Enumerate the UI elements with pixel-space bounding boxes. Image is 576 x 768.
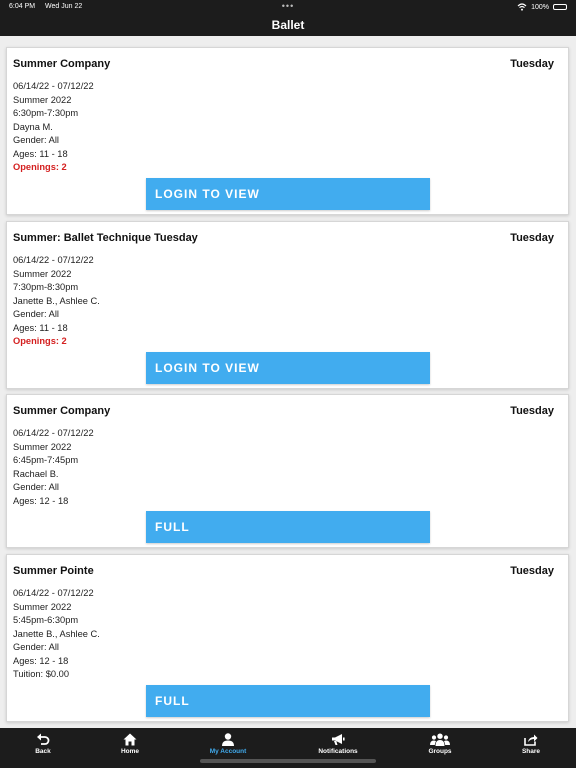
class-session: Summer 2022 [13,268,72,279]
class-ages: Ages: 12 - 18 [13,655,69,666]
share-icon [524,733,538,746]
class-instructor: Dayna M. [13,121,53,132]
class-time: 5:45pm-6:30pm [13,615,79,625]
class-ages: Ages: 11 - 18 [13,322,68,333]
class-day: Tuesday [510,58,554,70]
status-date: Wed Jun 22 [45,3,83,10]
class-gender: Gender: All [13,482,59,492]
tab-groups[interactable] [404,733,476,755]
tab-my-account-label: My Account [209,748,247,755]
class-time: 6:30pm-7:30pm [13,108,79,118]
class-day: Tuesday [510,232,554,244]
class-dates: 06/14/22 - 07/12/22 [13,428,94,438]
class-card [6,394,569,548]
class-instructor: Rachael B. [13,468,59,479]
class-dates: 06/14/22 - 07/12/22 [13,588,94,598]
class-instructor: Janette B., Ashlee C. [13,295,100,306]
login-to-view-button[interactable]: LOGIN TO VIEW [146,352,430,384]
back-arrow-icon [36,733,50,746]
class-day: Tuesday [510,565,554,577]
multitasking-dots-icon[interactable]: ••• [281,1,295,11]
class-openings: Openings: 2 [13,162,67,172]
tab-back-label: Back [35,748,51,755]
class-dates: 06/14/22 - 07/12/22 [13,81,94,91]
tab-home[interactable] [94,733,166,755]
class-card [6,47,569,215]
class-session: Summer 2022 [13,441,72,452]
class-day: Tuesday [510,405,554,417]
class-card [6,221,569,389]
class-tuition: Tuition: $0.00 [13,669,69,679]
home-indicator[interactable] [200,759,376,763]
class-dates: 06/14/22 - 07/12/22 [13,255,94,265]
status-bar [0,0,576,14]
class-gender: Gender: All [13,135,59,145]
status-time: 6:04 PM [9,3,36,10]
megaphone-icon [331,733,345,746]
wifi-icon [517,3,527,11]
class-ages: Ages: 11 - 18 [13,148,68,159]
tab-notifications[interactable] [302,733,374,755]
battery-icon [553,4,567,10]
tab-my-account[interactable] [192,733,264,755]
class-session: Summer 2022 [13,94,72,105]
class-title: Summer Pointe [13,565,94,577]
class-card [6,554,569,722]
home-icon [123,733,137,746]
class-time: 7:30pm-8:30pm [13,282,79,292]
class-list[interactable] [0,36,576,728]
page-title: Ballet [0,14,576,36]
class-ages: Ages: 12 - 18 [13,495,69,506]
class-title: Summer Company [13,58,111,70]
login-to-view-button[interactable]: LOGIN TO VIEW [146,178,430,210]
class-title: Summer Company [13,405,111,417]
class-gender: Gender: All [13,642,59,652]
class-time: 6:45pm-7:45pm [13,455,79,465]
class-title: Summer: Ballet Technique Tuesday [13,232,198,244]
tab-notifications-label: Notifications [318,748,358,755]
class-session: Summer 2022 [13,601,72,612]
tab-back[interactable] [7,733,79,755]
tab-share-label: Share [521,748,541,755]
full-button[interactable]: FULL [146,685,430,717]
tab-groups-label: Groups [428,748,452,755]
tab-home-label: Home [120,748,140,755]
tab-share[interactable] [495,733,567,755]
class-openings: Openings: 2 [13,336,67,346]
full-button[interactable]: FULL [146,511,430,543]
groups-icon [430,733,450,746]
battery-percent: 100% [531,3,549,11]
person-icon [221,733,235,746]
class-instructor: Janette B., Ashlee C. [13,628,100,639]
class-gender: Gender: All [13,309,59,319]
